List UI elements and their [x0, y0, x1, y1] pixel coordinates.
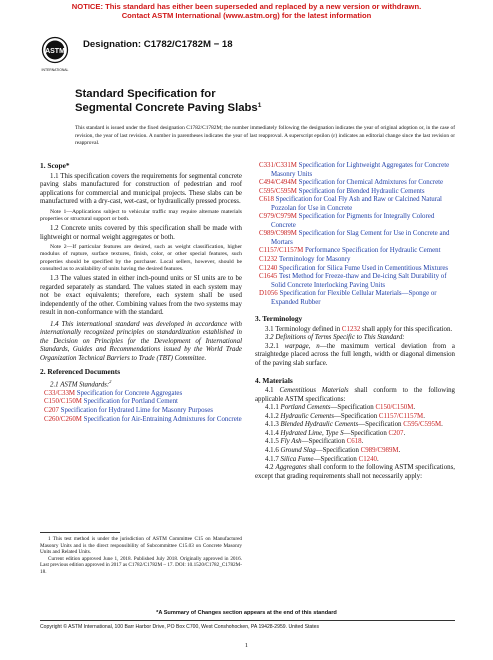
reference-title[interactable]: Specification for Hydrated Lime for Masonry Purposes	[58, 407, 213, 414]
reference-code-link[interactable]: C1232	[259, 256, 278, 264]
reference-code-link[interactable]: C618	[259, 196, 274, 204]
paragraph-4-1: 4.1 Cementitious Materials shall conform to the following applicable ASTM specifications:	[255, 387, 455, 403]
reference-code-link[interactable]: C1645	[259, 273, 278, 281]
reference-item	[255, 247, 455, 256]
reference-code-link[interactable]: C207	[44, 407, 59, 414]
reference-title[interactable]: Test Method for Freeze-thaw and De-icing Salt Durability of Solid Concrete Interlocking Paving Units	[271, 273, 447, 289]
spec-link[interactable]: C150/C150M	[375, 404, 414, 412]
note-2: Note 2—If particular features are desired, such as weight classification, higher modulus of rupture, surface textures, finish, color, or other special features, such properties should be specified by the purchaser. Local sellers, however, should be consulted as to availability of units having the desired features.	[40, 244, 242, 272]
document-title	[75, 87, 261, 115]
svg-text:ASTM: ASTM	[45, 48, 65, 55]
material-item: 4.1.6 Ground Slag—Specification C989/C989M.	[265, 446, 401, 454]
link-C1232[interactable]: C1232	[341, 325, 361, 333]
reference-code-link[interactable]: D1056	[259, 290, 278, 298]
reference-code-link[interactable]: C1157/C1157M	[259, 247, 304, 255]
issuance-statement: This standard is issued under the fixed designation C1782/C1782M; the number immediately following the designation indicates the year of original adoption or, in the case of revision, the year of last revision. A number in parentheses indicates the year of last reapproval. A superscript epsilon (ε) indicates an editorial change since the last revision or reapproval.	[75, 125, 455, 147]
reference-code-link[interactable]: C33/C33M	[44, 389, 76, 397]
footer-divider	[40, 620, 455, 621]
reference-title[interactable]: Specification for Lightweight Aggregates for Concrete Masonry Units	[271, 162, 450, 178]
reference-title[interactable]: Specification for Concrete Aggregates	[75, 389, 183, 397]
material-item: 4.1.5 Fly Ash—Specification C618.	[265, 438, 364, 446]
paragraph-1-2: 1.2 Concrete units covered by this specification shall be made with lightweight or normal weight aggregates or both.	[40, 225, 242, 241]
reference-list	[40, 390, 242, 424]
reference-item	[255, 230, 455, 247]
footnote-2: Current edition approved June 1, 2018. Published July 2018. Originally approved in 2016. Last previous edition approved in 2017 as C1782/C1782M – 17. DOI: 10.1520/C1782_C1782M-18.	[40, 555, 242, 575]
title-line-1: Standard Specification for	[75, 88, 216, 100]
left-column	[40, 162, 242, 424]
reference-item	[255, 256, 455, 265]
material-item: 4.1.7 Silica Fume—Specification C1240.	[265, 455, 379, 463]
page-number: 1	[244, 642, 249, 649]
reference-title[interactable]: Specification for Air-Entraining Admixtures for Concrete	[81, 415, 242, 423]
reference-item	[40, 416, 242, 425]
reference-title[interactable]: Specification for Portland Cement	[81, 398, 178, 406]
note-1: Note 1—Applications subject to vehicular traffic may require alternate materials properties or structural support or both.	[40, 208, 242, 222]
reference-code-link[interactable]: C494/C494M	[259, 179, 297, 187]
reference-code-link[interactable]: C150/C150M	[44, 398, 82, 406]
svg-text:INTERNATIONAL: INTERNATIONAL	[41, 68, 69, 72]
material-item: 4.1.2 Hydraulic Cements—Specification C1157/C1157M.	[265, 412, 425, 420]
reference-title[interactable]: Specification for Silica Fume Used in Cementitious Mixtures	[277, 264, 449, 272]
footnote	[40, 536, 242, 575]
reference-item	[255, 265, 455, 274]
footnote-1: 1 This test method is under the jurisdiction of ASTM Committee C15 on Manufactured Masonry Units and is the direct responsibility of Subcommittee C15.03 on Concrete Masonry Units and Related Units.	[40, 536, 242, 555]
reference-item	[255, 196, 455, 213]
supersede-notice	[0, 2, 493, 20]
summary-of-changes-note: *A Summary of Changes section appears at the end of this standard	[156, 610, 337, 616]
designation: Designation: C1782/C1782M − 18	[83, 39, 233, 50]
reference-title[interactable]: Specification for Blended Hydraulic Cements	[296, 187, 425, 195]
section-heading-scope: 1. Scope*	[40, 161, 70, 170]
reference-item	[255, 188, 455, 197]
title-line-2: Segmental Concrete Paving Slabs$^1$	[75, 102, 262, 114]
reference-title[interactable]: Specification for Coal Fly Ash and Raw or Calcined Natural Pozzolan for Use in Concrete	[271, 196, 442, 212]
reference-code-link[interactable]: C595/C595M	[259, 187, 297, 195]
material-item: 4.1.1 Portland Cements—Specification C150/C150M.	[265, 404, 416, 412]
spec-link[interactable]: C595/C595M	[403, 421, 442, 429]
reference-item	[255, 162, 455, 179]
reference-code-link[interactable]: C989/C989M	[259, 230, 297, 238]
reference-item	[255, 213, 455, 230]
reference-list-continued	[255, 162, 455, 307]
reference-item	[255, 290, 455, 307]
reference-item	[40, 390, 242, 399]
footnote-divider	[40, 532, 120, 533]
reference-item	[255, 273, 455, 290]
spec-link[interactable]: C989/C989M	[360, 446, 399, 454]
material-item: 4.1.3 Blended Hydraulic Cements—Specification C595/C595M.	[265, 421, 443, 429]
astm-logo-icon	[40, 36, 70, 76]
paragraph-1-3: 1.3 The values stated in either inch-pound units or SI units are to be regarded separately as standard. The values stated in each system may not be exact equivalents; therefore, each system shall be used independently of the other. Combining values from the two systems may result in non-conformance with the standard.	[40, 275, 242, 317]
materials-list	[255, 404, 455, 464]
reference-title[interactable]: Performance Specification for Hydraulic Cement	[303, 247, 441, 255]
notice-line-2: Contact ASTM International (www.astm.org) for the latest information	[121, 11, 372, 20]
section-heading-materials: 4. Materials	[255, 375, 293, 385]
spec-link[interactable]: C618	[346, 438, 362, 446]
reference-title[interactable]: Specification for Chemical Admixtures for Concrete	[296, 179, 444, 187]
paragraph-3-2-1: 3.2.1 warpage, n—the maximum vertical deviation from a straightedge placed across the full length, width or diagonal dimension of the paving slab surface.	[255, 342, 455, 368]
reference-code-link[interactable]: C979/C979M	[259, 213, 297, 221]
reference-title[interactable]: Specification for Pigments for Integrally Colored Concrete	[271, 213, 435, 229]
spec-link[interactable]: C207	[388, 429, 404, 437]
right-column	[255, 162, 455, 481]
paragraph-1-1: 1.1 This specification covers the requirements for segmental concrete paving slabs manufactured for construction of pedestrian and roof applications for commercial and municipal projects. These slabs can be manufactured with a dry-cast, wet-cast, or hydraulically pressed process.	[40, 172, 242, 206]
reference-item	[40, 407, 242, 416]
paragraph-3-1: 3.1 Terminology defined in C1232 shall apply for this specification.	[265, 325, 453, 333]
reference-title[interactable]: Terminology for Masonry	[277, 256, 351, 264]
reference-title[interactable]: Specification for Flexible Cellular Materials—Sponge or Expanded Rubber	[271, 290, 437, 306]
reference-item	[40, 398, 242, 407]
reference-item	[255, 179, 455, 188]
paragraph-2-1: 2.1 ASTM Standards:$^2$	[50, 379, 112, 389]
copyright-line: Copyright © ASTM International, 100 Barr Harbor Drive, PO Box C700, West Conshohocken, PA 19428-2959. United States	[40, 624, 320, 630]
material-item: 4.1.4 Hydrated Lime, Type S—Specification C207.	[265, 429, 406, 437]
section-heading-terminology: 3. Terminology	[255, 314, 303, 324]
reference-title[interactable]: Specification for Slag Cement for Use in Concrete and Mortars	[271, 230, 450, 246]
paragraph-1-4: 1.4 This international standard was developed in accordance with internationally recognized principles on standardization established in the Decision on Principles for the Development of International Standards, Guides and Recommendations issued by the World Trade Organization Technical Barriers to Trade (TBT) Committee.	[40, 320, 242, 362]
spec-link[interactable]: C1157/C1157M	[378, 412, 424, 420]
section-heading-referenced-documents: 2. Referenced Documents	[40, 366, 121, 376]
spec-link[interactable]: C1240	[358, 455, 377, 463]
reference-code-link[interactable]: C331/C331M	[259, 162, 297, 169]
paragraph-3-2: 3.2 Definitions of Terms Specific to This Standard:	[265, 334, 405, 342]
reference-code-link[interactable]: C1240	[259, 264, 278, 272]
notice-line-1: NOTICE: This standard has either been superseded and replaced by a new version or withdrawn.	[71, 2, 422, 11]
reference-code-link[interactable]: C260/C260M	[44, 415, 82, 423]
title-footnote-mark: 1	[257, 102, 262, 109]
paragraph-4-2: 4.2 Aggregates shall conform to the following ASTM specifications, except that grading requirements shall not necessarily apply:	[255, 464, 455, 480]
